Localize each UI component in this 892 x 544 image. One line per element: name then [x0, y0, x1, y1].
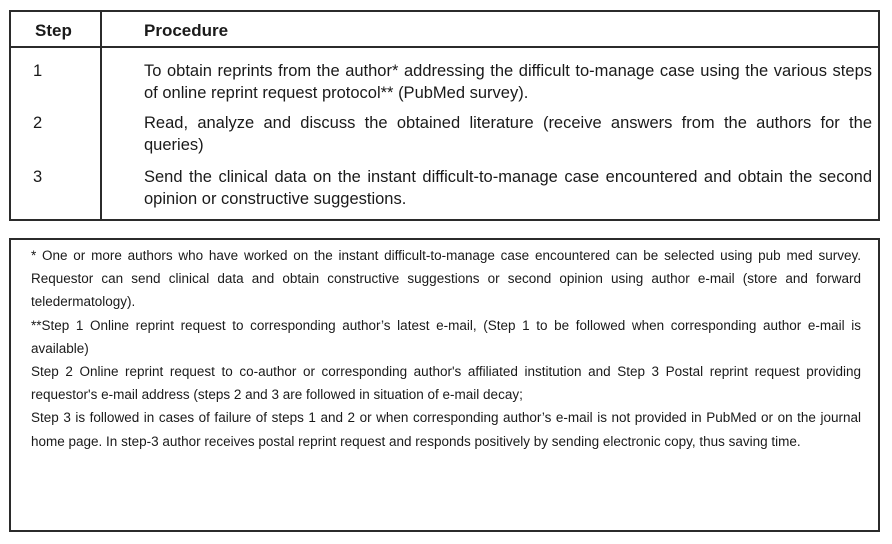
procedure-text: Read, analyze and discuss the obtained literature (receive answers from the authors for the queries)	[144, 114, 872, 154]
footnote-step-3: Step 3 is followed in cases of failure of steps 1 and 2 or when corresponding author’s e-mail is not provided in PubMed or on the journal home page. In step-3 author receives postal reprint request and responds positively by sending electronic copy, thus saving time.	[31, 410, 861, 449]
step-number: 2	[33, 114, 43, 132]
step-number: 3	[33, 168, 43, 186]
procedure-text: Send the clinical data on the instant difficult-to-manage case encountered and obtain the second opinion or constructive suggestions.	[144, 168, 872, 208]
footnote-step-2: Step 2 Online reprint request to co-author or corresponding author's affiliated institution and Step 3 Postal reprint request providing requestor's e-mail address (steps 2 and 3 are followed in situation of e-mail decay;	[31, 364, 861, 403]
header-procedure: Procedure	[144, 21, 229, 40]
step-number: 1	[33, 62, 43, 80]
footnotes-box	[9, 238, 880, 532]
procedure-text: To obtain reprints from the author* addressing the difficult to-manage case using the various steps of online reprint request protocol** (PubMed survey).	[144, 62, 872, 102]
footnotes-text	[31, 244, 861, 453]
table-header-row	[11, 12, 878, 48]
footnote-author-selection: * One or more authors who have worked on the instant difficult-to-manage case encountered can be selected using pub med survey. Requestor can send clinical data and obtain constructive suggestions or second opinion using author e-mail (store and forward teledermatology).	[31, 248, 861, 310]
procedure-table	[9, 10, 880, 221]
footnote-step-1: **Step 1 Online reprint request to corresponding author’s latest e-mail, (Step 1 to be followed when corresponding author e-mail is available)	[31, 317, 861, 356]
column-divider	[100, 12, 102, 219]
header-step: Step	[35, 21, 72, 40]
